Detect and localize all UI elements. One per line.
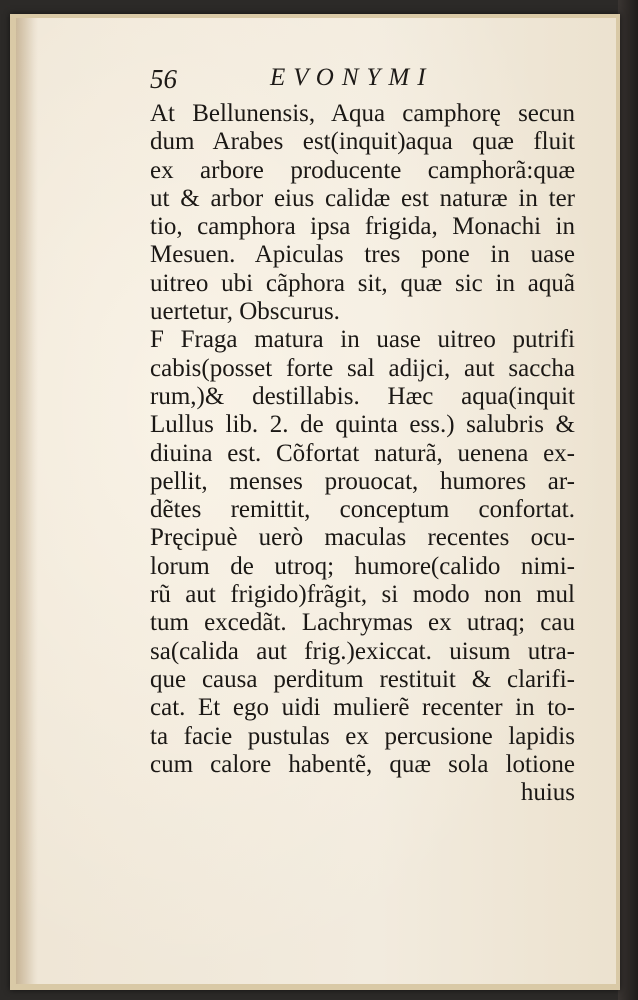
text-line: uertetur, Obscurus. bbox=[150, 298, 340, 326]
text-line: tum excedãt. Lachrymas ex utraq; cau bbox=[150, 609, 575, 637]
text-line: sa(calida aut frig.)exiccat. uisum utra- bbox=[150, 637, 575, 665]
text-line: diuina est. Cõfortat naturã, uenena ex- bbox=[150, 439, 575, 467]
text-line: uitreo ubi cãphora sit, quæ sic in aquã bbox=[150, 269, 575, 297]
catchword: huius bbox=[520, 779, 575, 807]
running-head: EVONYMI bbox=[270, 64, 434, 91]
text-line: dum Arabes est(inquit)aqua quæ fluit bbox=[150, 128, 575, 156]
text-line: ut & arbor eius calidæ est naturæ in ter bbox=[150, 184, 575, 212]
page-header bbox=[150, 60, 570, 100]
text-line: At Bellunensis, Aqua camphorę secun bbox=[150, 100, 575, 127]
gutter-shadow bbox=[16, 18, 38, 984]
book-binding bbox=[618, 0, 638, 1000]
text-line: cat. Et ego uidi mulierẽ recenter in to- bbox=[150, 694, 575, 722]
text-line: cum calore habentẽ, quæ sola lotione bbox=[150, 750, 575, 778]
text-line: tio, camphora ipsa frigida, Monachi in bbox=[150, 213, 575, 241]
body-text bbox=[150, 100, 575, 807]
text-line: rũ aut frigido)frãgit, si modo non mul bbox=[150, 581, 575, 609]
text-line: ex arbore producente camphorã:quæ bbox=[150, 156, 575, 184]
text-line: que causa perditum restituit & clarifi- bbox=[150, 665, 575, 693]
text-line: lorum de utroq; humore(calido nimi- bbox=[150, 552, 575, 580]
text-line: Pręcipuè uerò maculas recentes ocu- bbox=[150, 524, 575, 552]
text-line: pellit, menses prouocat, humores ar- bbox=[150, 467, 575, 495]
text-line: dẽtes remittit, conceptum confortat. bbox=[150, 496, 575, 524]
text-line: ta facie pustulas ex percusione lapidis bbox=[150, 722, 575, 750]
text-line: Lullus lib. 2. de quinta ess.) salubris & bbox=[150, 411, 575, 439]
text-line: rum,)& destillabis. Hæc aqua(inquit bbox=[150, 382, 575, 410]
text-line: F Fraga matura in uase uitreo putrifi bbox=[150, 326, 575, 354]
text-line: Mesuen. Apiculas tres pone in uase bbox=[150, 241, 575, 269]
page-number: 56 bbox=[150, 64, 177, 94]
text-line: cabis(posset forte sal adijci, aut saccha bbox=[150, 354, 575, 382]
